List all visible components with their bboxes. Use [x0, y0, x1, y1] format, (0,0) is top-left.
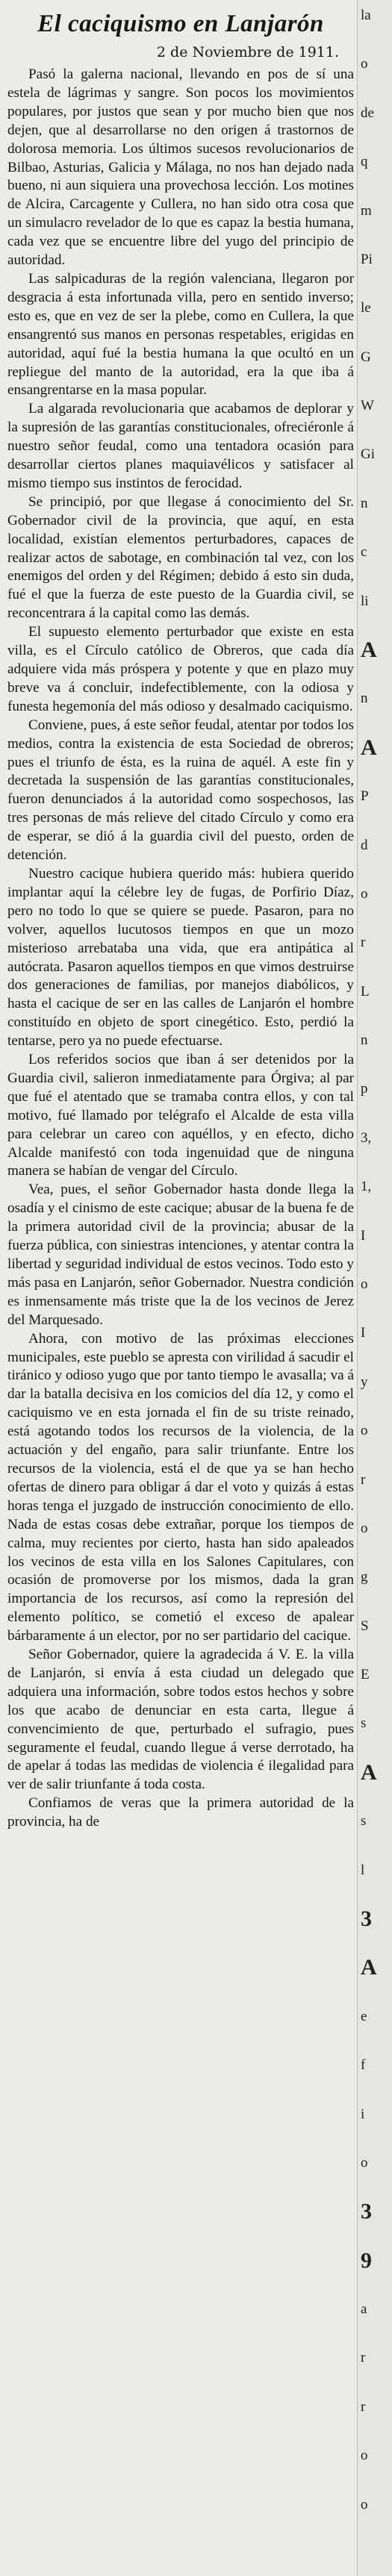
edge-fragment: o: [361, 56, 368, 72]
edge-fragment: r: [361, 2399, 366, 2415]
edge-fragment: n: [361, 690, 368, 706]
edge-fragment: r: [361, 935, 366, 950]
edge-fragment: l: [361, 1862, 365, 1878]
edge-fragment: 9: [361, 2248, 372, 2273]
paragraph-5: El supuesto elemento perturbador que existe en esta villa, es el Círculo católico de Obreros, que cada día adquiere vida más próspera y potente y que en plazo muy breve va á concluir, indefectiblemente, con la odiosa y funesta hegemonía del más odioso y desalmado caciquismo.: [7, 624, 354, 714]
edge-fragment: P: [361, 788, 369, 804]
edge-fragment: o: [361, 2448, 368, 2463]
edge-fragment: r: [361, 1472, 366, 1488]
edge-fragment: W: [361, 398, 374, 414]
paragraph-7: Nuestro cacique hubiera querido más: hubiera querido implantar aquí la célebre ley de fugas, de Porfirio Díaz, pero no todo lo que se quiere se puede. Pasaron, para no volver, aquellos lucutosos tiempos en que un mozo misterioso arrebataba una vida, que era antipática al autócrata. Pasaron aquellos tiempos en que vimos destruirse dos generaciones de familias, por manejos diabólicos, y hasta el cacique de ser en las calles de Lanjarón el hombre constituído en objeto de sport cinegético. Esto, perdió la tentarse, pero ya no puede efectuarse.: [7, 865, 354, 1050]
edge-fragment: q: [361, 154, 368, 169]
edge-fragment: 3: [361, 1906, 372, 1931]
paragraph-8: Los referidos socios que iban á ser detenidos por la Guardia civil, salieron inmediatamente para Órgiva; al par que fué el atentado que se tramaba contra ellos, y con tal motivo, fué llamado por telégrafo el Alcalde de esta villa para celebrar un careo con aquéllos, y en efecto, dicho Alcalde manifestó con toda ingenuidad que de ninguna manera se habían de vengar del Círculo.: [7, 1052, 354, 1179]
edge-fragment: p: [361, 1081, 368, 1097]
edge-fragment: e: [361, 2009, 367, 2024]
edge-fragment: o: [361, 2155, 368, 2171]
edge-fragment: de: [361, 105, 374, 121]
adjacent-column-edge: [357, 0, 392, 2576]
edge-fragment: a: [361, 2301, 367, 2317]
edge-fragment: A: [361, 1760, 377, 1785]
paragraph-2: Las salpicaduras de la región valenciana, llegaron por desgracia á esta infortunada villa, pero en sentido inverso; esto es, que en vez de ser la plebe, como en Cullera, la que ensangrentó sus manos en personas respetables, erigidas en autoridad, aquí fué la bestia humana la que ocultó en un repliegue del manto de la autoridad, era la que iba á ensangrentarse en la masa popular.: [7, 270, 354, 399]
paragraph-1: Pasó la galerna nacional, llevando en pos de sí una estela de lágrimas y sangre. Son pocos los movimientos populares, por justos que sean y por mucho bien que nos dejen, que al desarrollarse no den origen á trastornos de dolorosa memoria. Los últimos sucesos revolucionarios de Bilbao, Asturias, Galicia y Málaga, no nos han dejado nada bueno, ni aun siquiera una provechosa lección. Los motines de Alcira, Carcagente y Cullera, no han sido otra cosa que un simulacro revelador de lo que es capaz la bestia humana, cada vez que se encuentre libre del yugo del principio de autoridad.: [7, 66, 354, 269]
edge-fragment: s: [361, 1715, 367, 1731]
edge-fragment: L: [361, 984, 370, 999]
edge-fragment: f: [361, 2057, 366, 2073]
edge-fragment: o: [361, 886, 368, 902]
edge-fragment: g: [361, 1569, 368, 1585]
paragraph-6: Conviene, pues, á este señor feudal, atentar por todos los medios, contra la existencia de esta Sociedad de obreros; pues el triunfo de ésta, es la ruina de aquél. A este fin y decretada la suspensión de las garantías constitucionales, fueron denunciados á la autoridad como sospechosos, las tres personas de más relieve del citado Círculo y como era de esperar, se dió á la guardia civil del puesto, orden de detención.: [7, 717, 354, 864]
paragraph-9: Vea, pues, el señor Gobernador hasta donde llega la osadía y el cinismo de este cacique; abusar de la buena fe de la primera autoridad civil de la provincia; abusar de la fuerza pública, con siniestras intenciones, y atentar contra la libertad y seguridad individual de estos vecinos. Todo esto y más pasa en Lanjarón, señor Gobernador. Nuestra condición es inmensamente más triste que la de los vecinos de Jerez del Marquesado.: [7, 1182, 354, 1328]
edge-fragment: o: [361, 1423, 368, 1438]
edge-fragment: 1,: [361, 1179, 372, 1194]
paragraph-3: La algarada revolucionaria que acabamos de deplorar y la supresión de las garantías constitucionales, ofreciéronle á nuestro señor feudal, como una tentadora ocasión para desarrollar ciertos planes maquiavélicos y satisfacer al mismo tiempo sus instintos de ferocidad.: [7, 401, 354, 491]
article-column: [7, 0, 354, 1832]
edge-fragment: le: [361, 300, 371, 316]
edge-fragment: d: [361, 838, 368, 853]
edge-fragment: r: [361, 2350, 366, 2366]
edge-fragment: 3,: [361, 1130, 372, 1146]
edge-fragment: m: [361, 203, 372, 219]
article-title: El caciquismo en Lanjarón: [37, 10, 324, 37]
edge-fragment: la: [361, 7, 371, 23]
edge-fragment: o: [361, 1521, 368, 1536]
edge-fragment: i: [361, 2106, 365, 2122]
edge-fragment: y: [361, 1374, 368, 1390]
edge-fragment: li: [361, 593, 369, 609]
edge-fragment: A: [361, 735, 377, 760]
edge-fragment: A: [361, 1955, 377, 1980]
edge-fragment: I: [361, 1228, 366, 1244]
edge-fragment: 3: [361, 2199, 372, 2224]
edge-fragment: o: [361, 2497, 368, 2513]
paragraph-10: Ahora, con motivo de las próximas elecciones municipales, este pueblo se apresta con virilidad á sacudir el tiránico y odioso yugo que por tanto tiempo le avasalla; va á dar la batalla decisiva en los comicios del día 12, y como el caciquismo ve en esta jornada el fin de su triste reinado, está agotando todos los recursos de la violencia, de la actuación y del engaño, para salir triunfante. Entre los recursos de la violencia, está el de que ya se han hecho ofertas de dinero para obligar á dar el voto y quizás á estas horas tenga el juzgado de instrucción conocimiento de ello. Nada de estas cosas debe extrañar, porque los tiempos de calma, muy recientes por cierto, hasta han sido apaleados los vecinos de esta villa en los Salones Capitulares, con ocasión de promoverse por los mismos, dada la gran importancia de los recursos, así como la represión del elemento político, se cometió el exceso de apalear bárbaramente á un elector, por no ser partidario del cacique.: [7, 1330, 354, 1644]
edge-fragment: E: [361, 1667, 370, 1682]
edge-fragment: n: [361, 496, 368, 511]
paragraph-12: Confiamos de veras que la primera autoridad de la provincia, ha de: [7, 1795, 354, 1830]
edge-fragment: G: [361, 349, 371, 365]
edge-fragment: s: [361, 1813, 367, 1829]
edge-fragment: S: [361, 1618, 369, 1634]
article-date: 2 de Noviembre de 1911.: [156, 44, 339, 60]
edge-fragment: Pi: [361, 252, 373, 267]
paragraph-4: Se principió, por que llegase á conocimiento del Sr. Gobernador civil de la provincia, que aquí, en esta localidad, existían elementos perturbadores, capaces de realizar actos de sabotage, en combinación tal vez, con los enemigos del orden y del Régimen; debido á esto sin duda, fué el que la fuerza de este puesto de la Guardia civil, se reconcentrara á la capital como las demás.: [7, 493, 354, 622]
edge-fragment: I: [361, 1325, 366, 1341]
edge-fragment: A: [361, 637, 377, 662]
edge-fragment: o: [361, 1276, 368, 1292]
edge-fragment: c: [361, 544, 367, 560]
edge-fragment: Gi: [361, 446, 375, 462]
edge-fragment: n: [361, 1032, 368, 1048]
paragraph-11: Señor Gobernador, quiere la agradecida á V. E. la villa de Lanjarón, si envía á esta ciudad un delegado que adquiera una información, sobre todos estos hechos y sobre los que acabo de denunciar en esta carta, llegue á convencimiento de que, perturbado el sufragio, pues seguramente el feudal, cuando llegue á verse derrotado, ha de apelar á todas las medidas de violencia é ilegalidad para ver de salir triunfante á toda costa.: [7, 1647, 354, 1793]
